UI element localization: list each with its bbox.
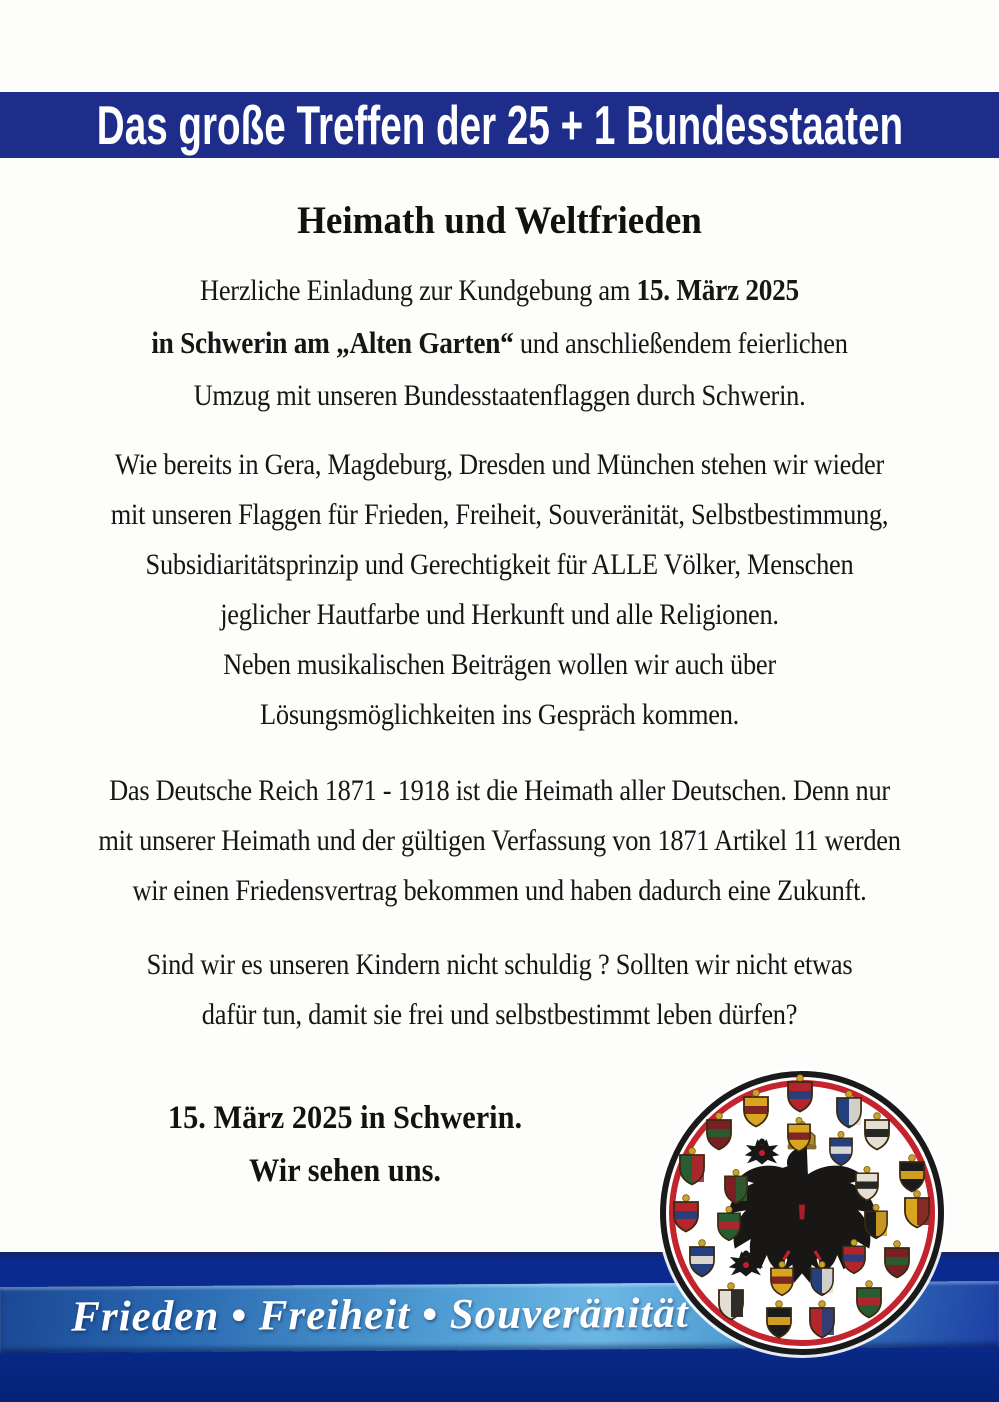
closing-farewell-line: Wir sehen uns.	[248, 1153, 442, 1189]
paragraph-kinder	[85, 940, 915, 1040]
motto-text: Frieden • Freiheit • Souveränität	[71, 1289, 689, 1341]
paragraph-flags	[85, 440, 915, 740]
text-line: Lösungsmöglichkeiten ins Gespräch kommen.	[260, 698, 739, 731]
page-title: Heimath und Weltfrieden	[297, 199, 702, 242]
text-line: Wie bereits in Gera, Magdeburg, Dresden und München stehen wir wieder	[114, 448, 885, 481]
text-line: mit unseren Flaggen für Frieden, Freiheit, Souveränität, Selbstbestimmung,	[110, 498, 889, 531]
top-banner	[0, 92, 999, 158]
closing-block	[28, 1092, 663, 1198]
text-line: Neben musikalischen Beiträgen wollen wir auch über	[223, 648, 776, 681]
text-line: mit unserer Heimath und der gültigen Verfassung von 1871 Artikel 11 werden	[98, 824, 901, 857]
text-line: Herzliche Einladung zur Kundgebung am 15. März 2025	[200, 272, 799, 307]
text-line: jeglicher Hautfarbe und Herkunft und alle Religionen.	[220, 598, 779, 631]
top-banner-title: Das große Treffen der 25 + 1 Bundesstaaten	[96, 94, 903, 156]
text-line: wir einen Friedensvertrag bekommen und haben dadurch eine Zukunft.	[132, 874, 867, 907]
text-line: dafür tun, damit sie frei und selbstbestimmt leben dürfen?	[201, 998, 798, 1031]
paragraph-invitation	[85, 264, 915, 422]
text-line: Umzug mit unseren Bundesstaatenflaggen durch Schwerin.	[193, 379, 806, 412]
text-line: Subsidiaritätsprinzip und Gerechtigkeit für ALLE Völker, Menschen	[145, 548, 854, 581]
reichsadler-emblem-seal	[656, 1067, 948, 1359]
closing-date-line: 15. März 2025 in Schwerin.	[167, 1100, 523, 1136]
text-line: Sind wir es unseren Kindern nicht schuldig ? Sollten wir nicht etwas	[146, 948, 853, 981]
paragraph-reich	[85, 766, 915, 916]
text-line: Das Deutsche Reich 1871 - 1918 ist die Heimath aller Deutschen. Denn nur	[109, 774, 890, 807]
text-line: in Schwerin am „Alten Garten“ und anschließendem feierlichen	[151, 325, 848, 360]
